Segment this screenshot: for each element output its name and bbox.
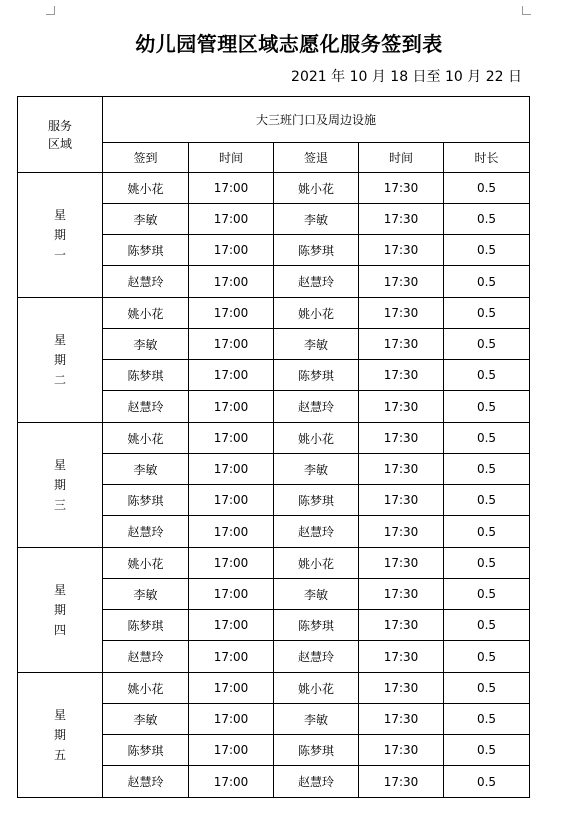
sign-in-time-cell: 17:00 <box>189 391 274 423</box>
sign-out-time-cell: 17:30 <box>359 704 444 735</box>
sign-out-time-cell: 17:30 <box>359 454 444 485</box>
column-header-sign-in: 签到 <box>103 143 189 173</box>
sign-out-name-cell: 姚小花 <box>274 673 359 704</box>
column-header-sign-out: 签退 <box>274 143 359 173</box>
sign-in-time-cell: 17:00 <box>189 766 274 798</box>
sign-out-time-cell: 17:30 <box>359 579 444 610</box>
sign-out-name-cell: 陈梦琪 <box>274 735 359 766</box>
sign-out-name-cell: 赵慧玲 <box>274 391 359 423</box>
sign-in-name-cell: 赵慧玲 <box>103 641 189 673</box>
column-header-time-out: 时间 <box>359 143 444 173</box>
table-row <box>18 173 530 204</box>
weekday-char: 期 <box>53 228 66 242</box>
date-range: 2021 年 10 月 18 日至 10 月 22 日 <box>291 69 522 85</box>
weekday-char: 三 <box>53 498 66 512</box>
duration-cell: 0.5 <box>444 579 530 610</box>
weekday-char: 四 <box>53 623 66 637</box>
sign-out-name-cell: 赵慧玲 <box>274 641 359 673</box>
sign-out-time-cell: 17:30 <box>359 516 444 548</box>
duration-cell: 0.5 <box>444 454 530 485</box>
table-row <box>18 673 530 704</box>
duration-cell: 0.5 <box>444 735 530 766</box>
table-row <box>18 423 530 454</box>
duration-cell: 0.5 <box>444 391 530 423</box>
sign-in-time-cell: 17:00 <box>189 579 274 610</box>
weekday-char: 期 <box>53 478 66 492</box>
sign-out-time-cell: 17:30 <box>359 485 444 516</box>
sign-out-name-cell: 赵慧玲 <box>274 266 359 298</box>
sign-in-time-cell: 17:00 <box>189 329 274 360</box>
sign-out-name-cell: 陈梦琪 <box>274 610 359 641</box>
sign-in-time-cell: 17:00 <box>189 298 274 329</box>
weekday-cell <box>18 548 103 673</box>
sign-out-time-cell: 17:30 <box>359 266 444 298</box>
weekday-char: 二 <box>53 373 66 387</box>
sign-in-time-cell: 17:00 <box>189 266 274 298</box>
sign-out-name-cell: 赵慧玲 <box>274 766 359 798</box>
duration-cell: 0.5 <box>444 704 530 735</box>
duration-cell: 0.5 <box>444 298 530 329</box>
page-margin-corner-right <box>522 6 531 15</box>
sign-in-name-cell: 赵慧玲 <box>103 766 189 798</box>
sign-in-name-cell: 李敏 <box>103 329 189 360</box>
service-area-header <box>18 97 103 173</box>
weekday-char: 星 <box>53 208 66 222</box>
sign-in-name-cell: 李敏 <box>103 204 189 235</box>
sign-in-name-cell: 赵慧玲 <box>103 391 189 423</box>
weekday-char: 星 <box>53 458 66 472</box>
column-header-duration: 时长 <box>444 143 530 173</box>
sign-in-name-cell: 姚小花 <box>103 173 189 204</box>
sign-out-time-cell: 17:30 <box>359 423 444 454</box>
sign-out-time-cell: 17:30 <box>359 298 444 329</box>
sign-out-time-cell: 17:30 <box>359 329 444 360</box>
sign-in-time-cell: 17:00 <box>189 610 274 641</box>
sign-in-name-cell: 陈梦琪 <box>103 235 189 266</box>
sign-in-name-cell: 陈梦琪 <box>103 735 189 766</box>
sign-out-time-cell: 17:30 <box>359 610 444 641</box>
table-row <box>18 298 530 329</box>
duration-cell: 0.5 <box>444 641 530 673</box>
weekday-char: 期 <box>53 353 66 367</box>
weekday-cell <box>18 298 103 423</box>
sign-in-name-cell: 赵慧玲 <box>103 266 189 298</box>
duration-cell: 0.5 <box>444 766 530 798</box>
sign-out-time-cell: 17:30 <box>359 641 444 673</box>
duration-cell: 0.5 <box>444 360 530 391</box>
duration-cell: 0.5 <box>444 516 530 548</box>
sign-out-time-cell: 17:30 <box>359 673 444 704</box>
sign-out-name-cell: 李敏 <box>274 329 359 360</box>
sign-out-time-cell: 17:30 <box>359 735 444 766</box>
sign-in-name-cell: 赵慧玲 <box>103 516 189 548</box>
duration-cell: 0.5 <box>444 173 530 204</box>
sign-in-time-cell: 17:00 <box>189 548 274 579</box>
sign-in-time-cell: 17:00 <box>189 516 274 548</box>
duration-cell: 0.5 <box>444 204 530 235</box>
sign-out-name-cell: 姚小花 <box>274 173 359 204</box>
sign-out-name-cell: 李敏 <box>274 704 359 735</box>
service-area-header-line2: 区域 <box>47 136 72 151</box>
sign-out-time-cell: 17:30 <box>359 766 444 798</box>
sign-out-time-cell: 17:30 <box>359 391 444 423</box>
sign-in-time-cell: 17:00 <box>189 454 274 485</box>
sign-out-name-cell: 姚小花 <box>274 548 359 579</box>
table-row <box>18 548 530 579</box>
sign-in-time-cell: 17:00 <box>189 641 274 673</box>
sign-out-name-cell: 陈梦琪 <box>274 235 359 266</box>
sign-out-name-cell: 李敏 <box>274 454 359 485</box>
weekday-char: 星 <box>53 708 66 722</box>
sign-in-name-cell: 陈梦琪 <box>103 485 189 516</box>
sign-in-time-cell: 17:00 <box>189 485 274 516</box>
sign-in-time-cell: 17:00 <box>189 204 274 235</box>
sign-in-time-cell: 17:00 <box>189 360 274 391</box>
sign-in-table <box>17 96 530 798</box>
sign-in-name-cell: 姚小花 <box>103 298 189 329</box>
sign-out-time-cell: 17:30 <box>359 235 444 266</box>
service-area-header-line1: 服务 <box>47 118 72 133</box>
sign-in-time-cell: 17:00 <box>189 673 274 704</box>
sign-out-name-cell: 赵慧玲 <box>274 516 359 548</box>
sign-in-time-cell: 17:00 <box>189 235 274 266</box>
sign-in-name-cell: 李敏 <box>103 454 189 485</box>
weekday-char: 星 <box>53 333 66 347</box>
sign-in-name-cell: 姚小花 <box>103 673 189 704</box>
duration-cell: 0.5 <box>444 548 530 579</box>
duration-cell: 0.5 <box>444 423 530 454</box>
weekday-char: 期 <box>53 603 66 617</box>
sign-out-name-cell: 李敏 <box>274 204 359 235</box>
sign-in-name-cell: 李敏 <box>103 704 189 735</box>
sign-out-name-cell: 姚小花 <box>274 298 359 329</box>
weekday-cell <box>18 423 103 548</box>
weekday-cell <box>18 673 103 798</box>
location-header: 大三班门口及周边设施 <box>103 97 530 143</box>
sign-out-time-cell: 17:30 <box>359 548 444 579</box>
sign-out-name-cell: 陈梦琪 <box>274 360 359 391</box>
page-margin-corner-left <box>46 6 55 15</box>
sign-in-name-cell: 陈梦琪 <box>103 360 189 391</box>
weekday-cell <box>18 173 103 298</box>
duration-cell: 0.5 <box>444 329 530 360</box>
document-title: 幼儿园管理区域志愿化服务签到表 <box>135 32 443 56</box>
sign-in-time-cell: 17:00 <box>189 173 274 204</box>
sign-out-name-cell: 姚小花 <box>274 423 359 454</box>
sign-in-name-cell: 姚小花 <box>103 548 189 579</box>
sign-in-name-cell: 李敏 <box>103 579 189 610</box>
duration-cell: 0.5 <box>444 266 530 298</box>
weekday-char: 五 <box>53 748 66 762</box>
duration-cell: 0.5 <box>444 610 530 641</box>
sign-out-name-cell: 陈梦琪 <box>274 485 359 516</box>
weekday-char: 星 <box>53 583 66 597</box>
duration-cell: 0.5 <box>444 673 530 704</box>
sign-out-time-cell: 17:30 <box>359 204 444 235</box>
sign-out-name-cell: 李敏 <box>274 579 359 610</box>
sign-in-time-cell: 17:00 <box>189 704 274 735</box>
duration-cell: 0.5 <box>444 235 530 266</box>
duration-cell: 0.5 <box>444 485 530 516</box>
sign-in-name-cell: 陈梦琪 <box>103 610 189 641</box>
sign-in-time-cell: 17:00 <box>189 735 274 766</box>
sign-in-time-cell: 17:00 <box>189 423 274 454</box>
weekday-char: 期 <box>53 728 66 742</box>
column-header-time-in: 时间 <box>189 143 274 173</box>
weekday-char: 一 <box>53 248 66 262</box>
sign-in-name-cell: 姚小花 <box>103 423 189 454</box>
sign-out-time-cell: 17:30 <box>359 360 444 391</box>
sign-out-time-cell: 17:30 <box>359 173 444 204</box>
